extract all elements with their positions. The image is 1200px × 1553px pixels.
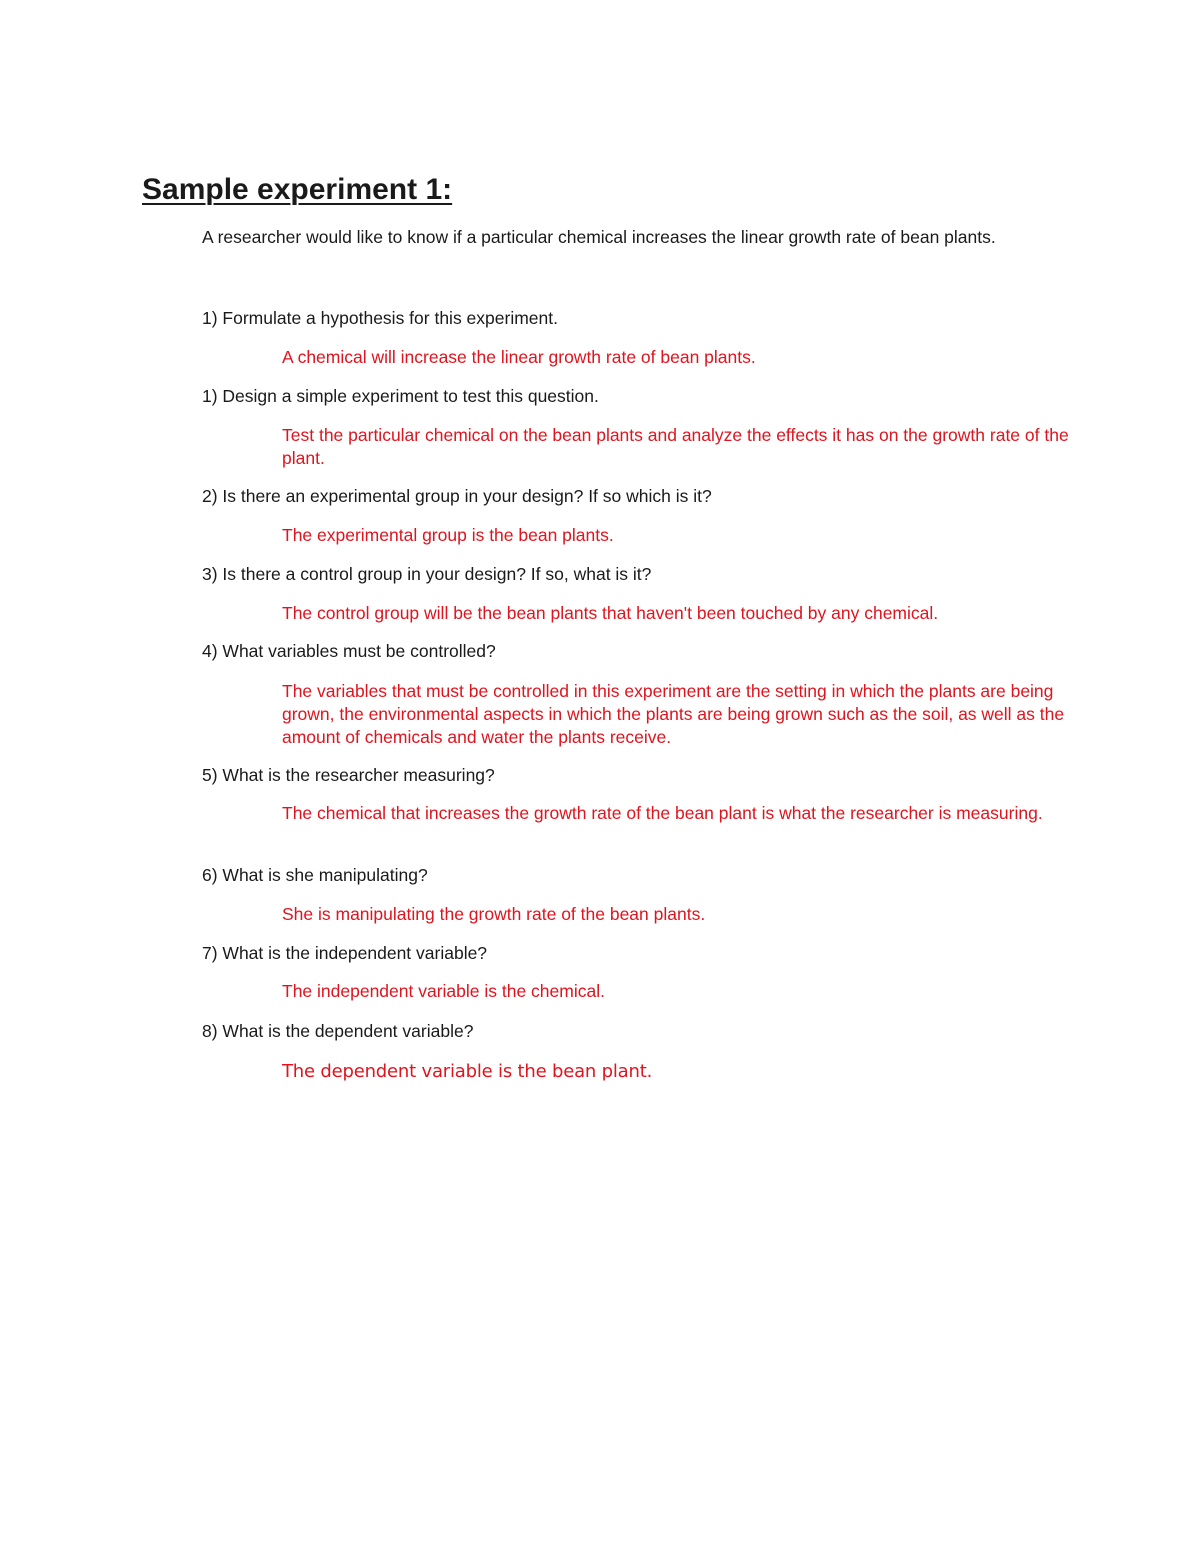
question-9: 8) What is the dependent variable? <box>202 1021 474 1041</box>
answer-6: The chemical that increases the growth rate of the bean plant is what the researcher is measuring. <box>282 803 1043 823</box>
answer-1: A chemical will increase the linear growth rate of bean plants. <box>282 347 756 367</box>
answer-5: The variables that must be controlled in this experiment are the setting in which the plants are being grown, the environmental aspects in which the plants are being grown such as the soil, as well as the amount of chemicals and water the plants receive. <box>282 681 1065 747</box>
question-2: 1) Design a simple experiment to test this question. <box>202 386 599 406</box>
answer-3: The experimental group is the bean plants. <box>282 525 614 545</box>
question-1: 1) Formulate a hypothesis for this experiment. <box>202 308 558 328</box>
page-title: Sample experiment 1: <box>142 173 453 206</box>
question-7: 6) What is she manipulating? <box>202 865 428 885</box>
answer-4: The control group will be the bean plants that haven't been touched by any chemical. <box>282 603 939 623</box>
intro-paragraph: A researcher would like to know if a particular chemical increases the linear growth rate of bean plants. <box>202 227 996 247</box>
answer-9: The dependent variable is the bean plant. <box>282 1061 653 1082</box>
answer-2: Test the particular chemical on the bean plants and analyze the effects it has on the growth rate of the plant. <box>282 425 1069 468</box>
answer-8: The independent variable is the chemical. <box>282 981 605 1001</box>
question-3: 2) Is there an experimental group in your design? If so which is it? <box>202 486 712 506</box>
question-4: 3) Is there a control group in your design? If so, what is it? <box>202 564 652 584</box>
question-6: 5) What is the researcher measuring? <box>202 765 495 785</box>
question-5: 4) What variables must be controlled? <box>202 641 496 661</box>
question-8: 7) What is the independent variable? <box>202 943 488 963</box>
answer-7: She is manipulating the growth rate of the bean plants. <box>282 904 706 924</box>
